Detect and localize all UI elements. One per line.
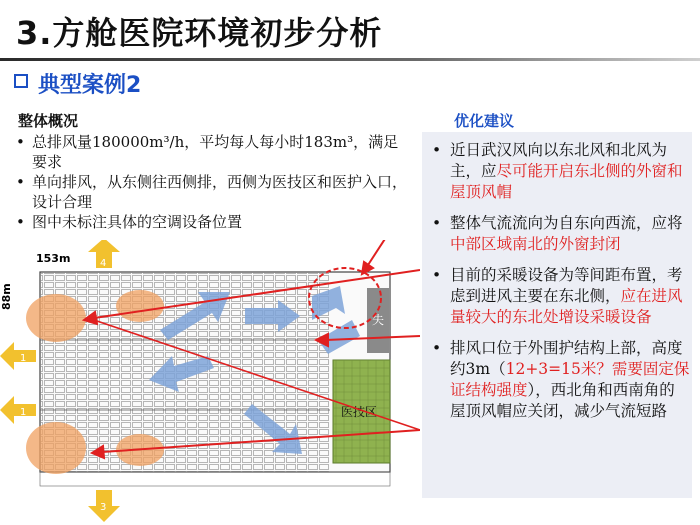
exit-arrow-west-2 <box>0 396 36 424</box>
overview-item-direction: • 单向排风，从东侧往西侧排，西侧为医技区和医护入口，设计合理 <box>12 172 412 212</box>
exit-arrow-west-1 <box>0 342 36 370</box>
callout-line-windows <box>368 240 420 265</box>
svg-text:3: 3 <box>100 502 107 513</box>
overview-item-airflow: • 总排风量180000m³/h，平均每人每小时183m³，满足要求 <box>12 132 412 172</box>
exhaust-zone-n <box>116 290 164 322</box>
exit-arrow-north <box>88 240 120 269</box>
exit-arrow-south <box>88 490 120 522</box>
floor-plan <box>0 240 420 525</box>
overview-heading: 整体概况 <box>18 112 79 130</box>
plan-height-label: 88m <box>0 283 13 310</box>
suggestion-item-exhaust: • 排风口位于外围护结构上部，高度约3m（12+3=15米？需要固定保证结构强度），西北角和西南角的屋顶风帽应关闭，减少气流短路 <box>428 338 690 422</box>
slide-title: 3.方舱医院环境初步分析 <box>16 14 383 52</box>
suggestions-list <box>428 140 690 432</box>
svg-text:4: 4 <box>100 258 107 269</box>
suggestion-item-heating: • 目前的采暖设备为等间距布置，考虑到进风主要在东北侧，应在进风量较大的东北处增设采暖设备 <box>428 265 690 328</box>
exhaust-zone-sw <box>26 422 86 474</box>
svg-text:1: 1 <box>20 407 27 418</box>
svg-text:医技区: 医技区 <box>341 405 378 419</box>
case-square-icon <box>14 74 28 88</box>
case-title: 典型案例2 <box>38 73 142 98</box>
title-divider <box>0 58 700 61</box>
exhaust-zone-nw <box>26 294 86 342</box>
svg-text:失: 失 <box>372 313 385 327</box>
suggestions-heading: 优化建议 <box>454 112 515 130</box>
svg-text:1: 1 <box>20 353 27 364</box>
suggestion-item-windows: • 近日武汉风向以东北风和北风为主，应尽可能开启东北侧的外窗和屋顶风帽 <box>428 140 690 203</box>
overview-list <box>12 132 412 232</box>
plan-width-label: 153m <box>36 252 71 265</box>
overview-item-equipment: • 图中未标注具体的空调设备位置 <box>12 212 412 232</box>
medtech-zone <box>333 360 390 463</box>
suggestion-item-airflow: • 整体气流流向为自东向西流，应将中部区域南北的外窗封闭 <box>428 213 690 255</box>
